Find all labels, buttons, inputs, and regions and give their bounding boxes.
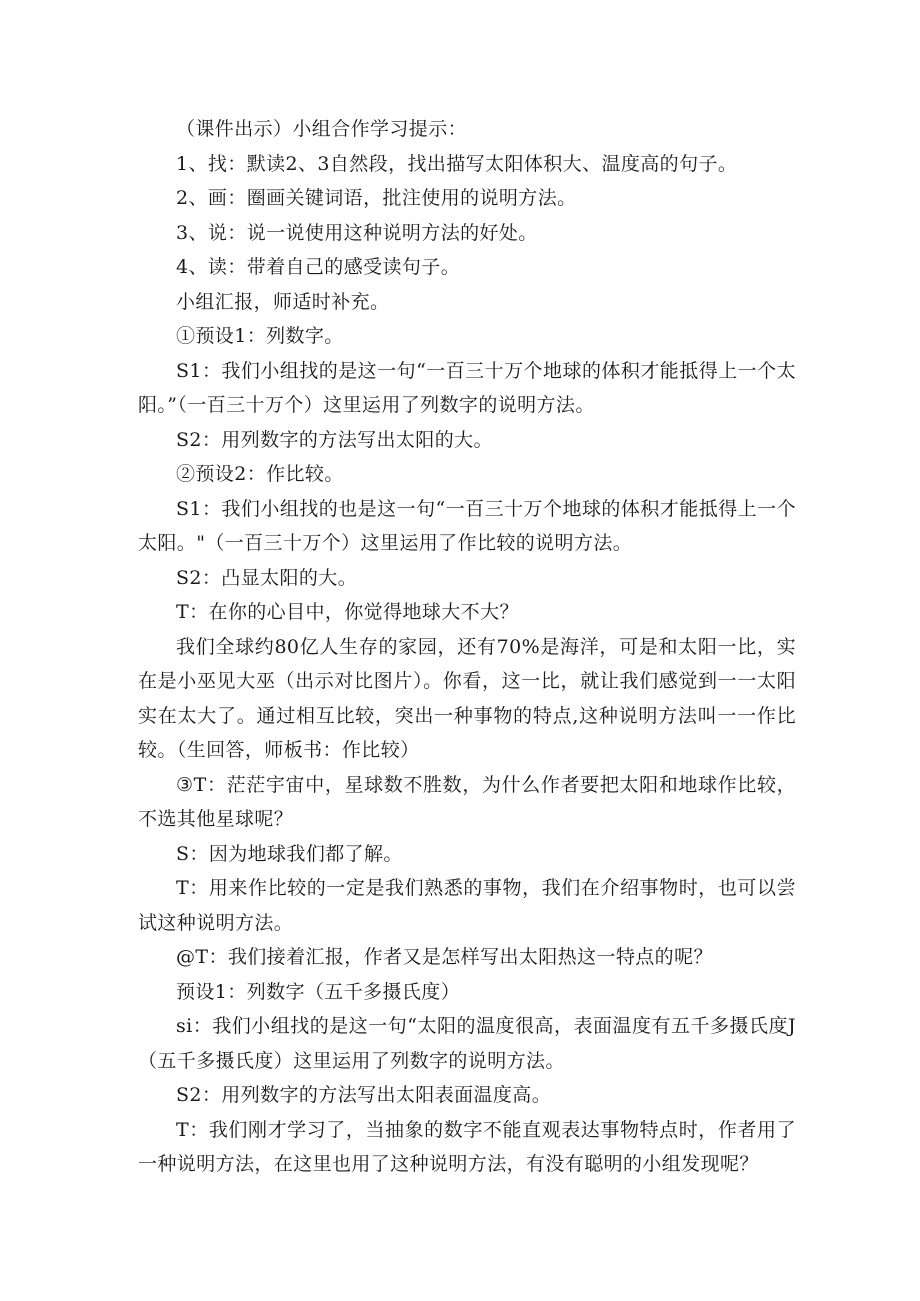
- paragraph-teacher-question: T：在你的心目中，你觉得地球大不大？: [176, 601, 519, 623]
- paragraph-group-report: 小组汇报，师适时补充。: [176, 290, 390, 313]
- document-body: [138, 112, 796, 1182]
- paragraph-s2-temperature: S2：用列数字的方法写出太阳表面温度高。: [176, 1084, 552, 1106]
- paragraph-student-reply: S：因为地球我们都了解。: [176, 842, 403, 865]
- paragraph-task-read: 4、读：带着自己的感受读句子。: [176, 256, 461, 278]
- paragraph-courseware-prompt: （课件出示）小组合作学习提示：: [176, 118, 468, 140]
- paragraph-preset-2: ②预设2：作比较。: [176, 463, 344, 485]
- paragraph-task-say: 3、说：说一说使用这种说明方法的好处。: [176, 221, 538, 244]
- paragraph-si-answer: si：我们小组找的是这一句“太阳的温度很高，表面温度有五千多摄氏度J（五千多摄氏度）这里运用了列数字的说明方法。: [138, 1015, 796, 1072]
- paragraph-earth-explanation: 我们全球约80亿人生存的家园，还有70%是海洋，可是和太阳一比，实在是小巫见大巫（出示对比图片）。你看，这一比，就让我们感觉到一一太阳实在太大了。通过相互比较，突出一种事物的特点,这种说明方法叫一一作比较。（生回答，师板书：作比较）: [138, 635, 796, 761]
- paragraph-teacher-universe: ③T：茫茫宇宙中，星球数不胜数，为什么作者要把太阳和地球作比较，不选其他星球呢？: [138, 773, 796, 830]
- paragraph-preset-temperature: 预设1：列数字（五千多摄氏度）: [176, 980, 461, 1003]
- paragraph-teacher-summary: T：我们刚才学习了，当抽象的数字不能直观表达事物特点时，作者用了一种说明方法，在这里也用了这种说明方法，有没有聪明的小组发现呢？: [138, 1118, 796, 1175]
- paragraph-s2-comparison: S2：凸显太阳的大。: [176, 566, 358, 589]
- paragraph-teacher-familiar: T：用来作比较的一定是我们熟悉的事物，我们在介绍事物时，也可以尝试这种说明方法。: [138, 877, 796, 934]
- paragraph-task-draw: 2、画：圈画关键词语，批注使用的说明方法。: [176, 187, 577, 209]
- paragraph-s2-answer: S2：用列数字的方法写出太阳的大。: [176, 428, 493, 451]
- paragraph-s1-answer: S1：我们小组找的是这一句“一百三十万个地球的体积才能抵得上一个太阳。”（一百三十万个）这里运用了列数字的说明方法。: [138, 359, 796, 416]
- paragraph-s1-comparison: S1：我们小组找的也是这一句“一百三十万个地球的体积才能抵得上一个太阳。"（一百三十万个）这里运用了作比较的说明方法。: [138, 497, 796, 554]
- paragraph-task-find: 1、找：默读2、3自然段，找出描写太阳体积大、温度高的句子。: [176, 152, 738, 175]
- paragraph-preset-1: ①预设1：列数字。: [176, 325, 344, 347]
- paragraph-teacher-heat: @T：我们接着汇报，作者又是怎样写出太阳热这一特点的呢？: [176, 946, 713, 968]
